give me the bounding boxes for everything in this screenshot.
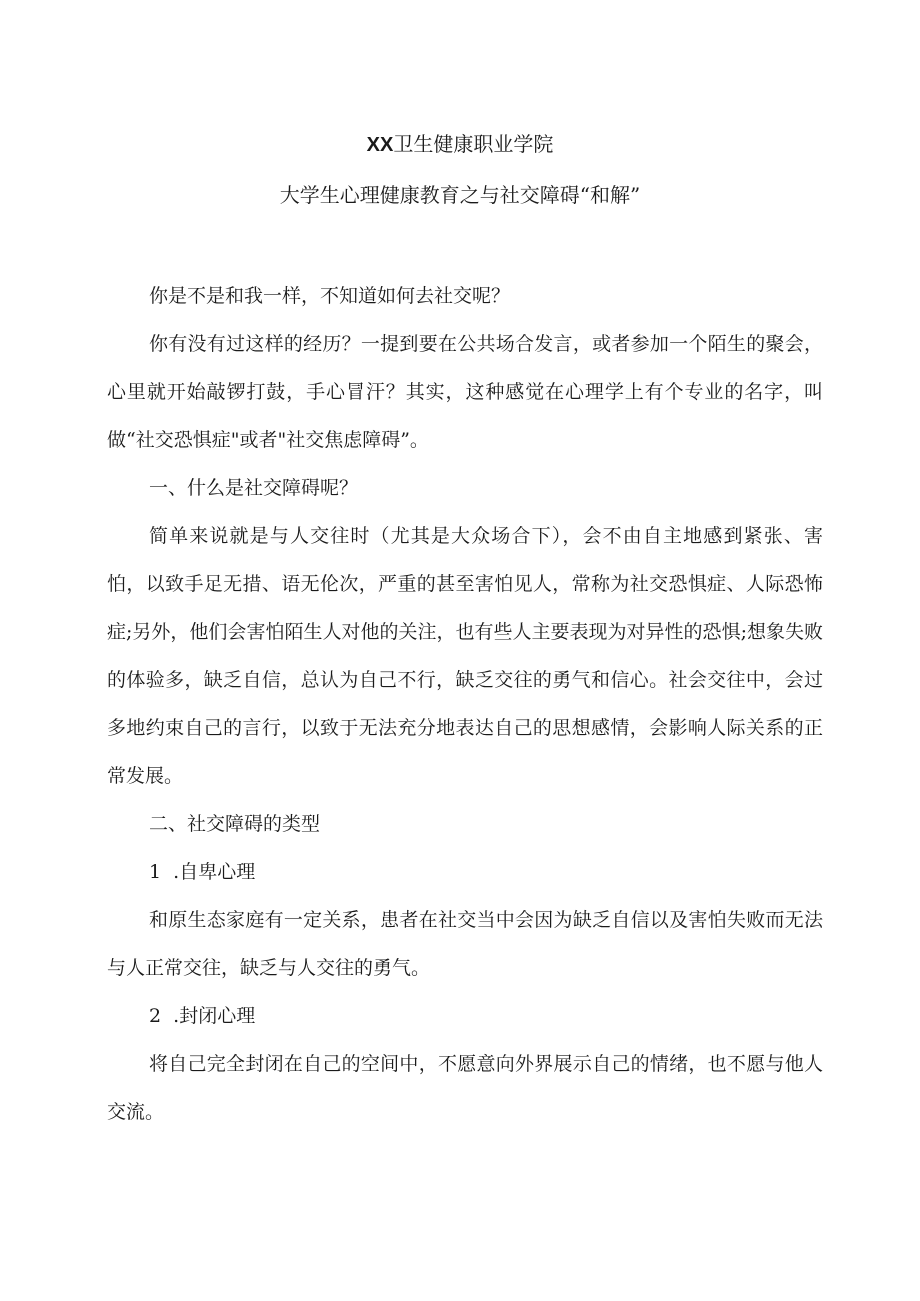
intro-question: 你是不是和我一样，不知道如何去社交呢？ — [149, 285, 511, 307]
intro-paragraph: 你有没有过这样的经历？一提到要在公共场合发言，或者参加一个陌生的聚会，心里就开始敲锣打鼓，手心冒汗？其实，这种感觉在心理学上有个专业的名字，叫做“社交恐惧症"或者"社交焦虑障碍”。 — [107, 333, 823, 451]
section2-heading: 二、社交障碍的类型 — [149, 813, 321, 835]
item2-text: 将自己完全封闭在自己的空间中，不愿意向外界展示自己的情绪，也不愿与他人交流。 — [107, 1053, 823, 1123]
org-prefix: XX — [366, 134, 394, 156]
org-name: 卫生健康职业学院 — [393, 132, 554, 156]
section1-heading: 一、什么是社交障碍呢？ — [149, 477, 359, 499]
item1-text: 和原生态家庭有一定关系，患者在社交当中会因为缺乏自信以及害怕失败而无法与人正常交往，缺乏与人交往的勇气。 — [107, 909, 823, 979]
document-subtitle: 大学生心理健康教育之与社交障碍“和解” — [279, 183, 641, 207]
document-org-title — [0, 132, 920, 157]
item2-title: 2 .封闭心理 — [149, 1005, 256, 1027]
document-body — [107, 272, 823, 1136]
item1-title: 1 .自卑心理 — [149, 861, 256, 883]
section1-paragraph: 简单来说就是与人交往时（尤其是大众场合下），会不由自主地感到紧张、害怕，以致手足无措、语无伦次，严重的甚至害怕见人，常称为社交恐惧症、人际恐怖症;另外，他们会害怕陌生人对他的关注，也有些人主要表现为对异性的恐惧;想象失败的体验多，缺乏自信，总认为自己不行，缺乏交往的勇气和信心。社会交往中，会过多地约束自己的言行，以致于无法充分地表达自己的思想感情，会影响人际关系的正常发展。 — [107, 525, 823, 787]
